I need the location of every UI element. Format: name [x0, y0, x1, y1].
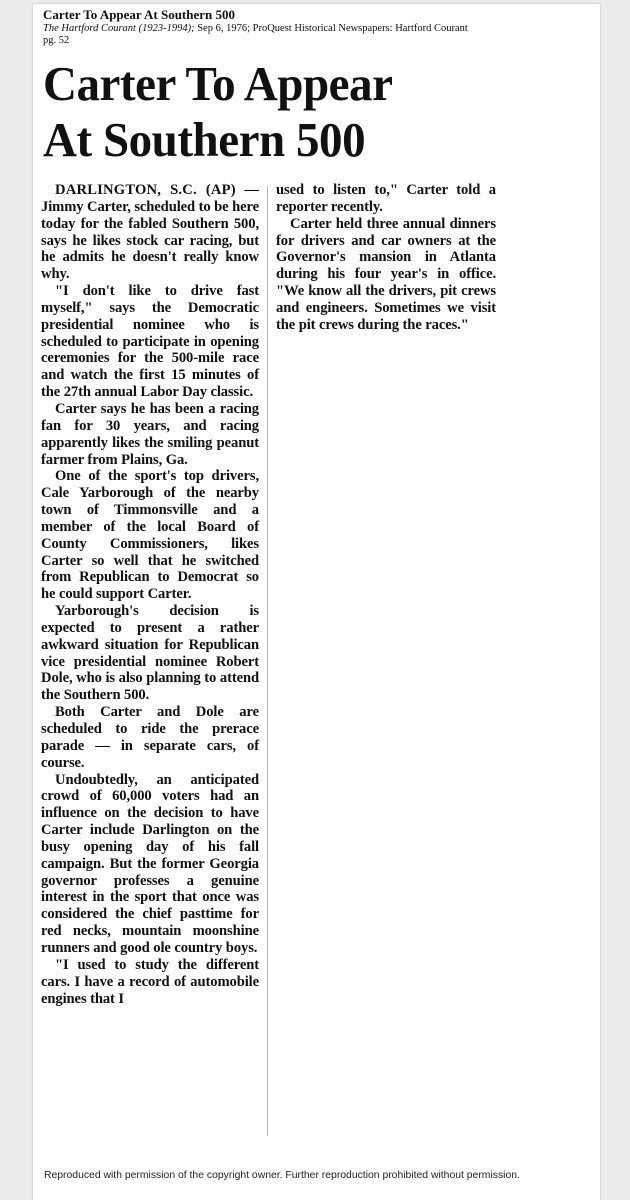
article-paragraph: Carter held three annual dinners for drivers and car owners at the Governor's mansion in Atlanta during his four year's in office. "We know all the drivers, pit crews and engineers. Sometimes we visit the pit crews during the races.": [276, 215, 496, 333]
citation-title: Carter To Appear At Southern 500: [43, 7, 236, 22]
article-paragraph: used to listen to," Carter told a reporter recently.: [276, 182, 496, 215]
citation-source-details: Sep 6, 1976; ProQuest Historical Newspapers: Hartford Courant: [194, 23, 468, 34]
citation-header: [43, 7, 583, 47]
article-paragraph: One of the sport's top drivers, Cale Yarborough of the nearby town of Timmonsville and a member of the local Board of County Commissioners, likes Carter so well that he switched from Republican to Democrat so he could support Carter.: [41, 468, 259, 603]
copyright-footer: Reproduced with permission of the copyright owner. Further reproduction prohibited without permission.: [44, 1170, 520, 1181]
article-paragraph: Yarborough's decision is expected to present a rather awkward situation for Republican vice presidential nominee Robert Dole, who is also planning to attend the Southern 500.: [41, 603, 259, 704]
paragraph-text: — Jimmy Carter, scheduled to be here today for the fabled Southern 500, says he likes stock car racing, but he admits he doesn't really know why.: [41, 182, 260, 283]
column-divider: [267, 186, 268, 1136]
citation-source: [43, 23, 583, 35]
article-paragraph: "I don't like to drive fast myself," says the Democratic presidential nominee who is scheduled to participate in opening ceremonies for the 500-mile race and watch the first 15 minutes of the 27th annual Labor Day classic.: [41, 283, 259, 401]
article-headline: [43, 56, 446, 168]
article-paragraph: Carter says he has been a racing fan for 30 years, and racing apparently likes the smiling peanut farmer from Plains, Ga.: [41, 400, 259, 468]
article-paragraph: [41, 182, 259, 283]
article-paragraph: Both Carter and Dole are scheduled to ride the prerace parade — in separate cars, of course.: [41, 704, 259, 771]
citation-page: pg. 52: [43, 35, 70, 46]
headline-line-1: Carter To Appear: [43, 56, 393, 111]
article-paragraph: Undoubtedly, an anticipated crowd of 60,000 voters had an influence on the decision to have Carter include Darlington on the busy opening day of his fall campaign. But the former Georgia governor professes a genuine interest in the sport that once was considered the chief pasttime for red necks, mountain moonshine runners and good ole country boys.: [41, 771, 259, 956]
article-paragraph: "I used to study the different cars. I have a record of automobile engines that I: [41, 956, 259, 1007]
citation-source-name: The Hartford Courant (1923-1994);: [43, 23, 195, 34]
article-column-2: [276, 182, 496, 334]
article-column-1: [41, 182, 259, 1007]
dateline: DARLINGTON, S.C. (AP): [55, 182, 236, 198]
newspaper-page: [33, 4, 600, 1200]
headline-line-2: At Southern 500: [43, 112, 366, 167]
